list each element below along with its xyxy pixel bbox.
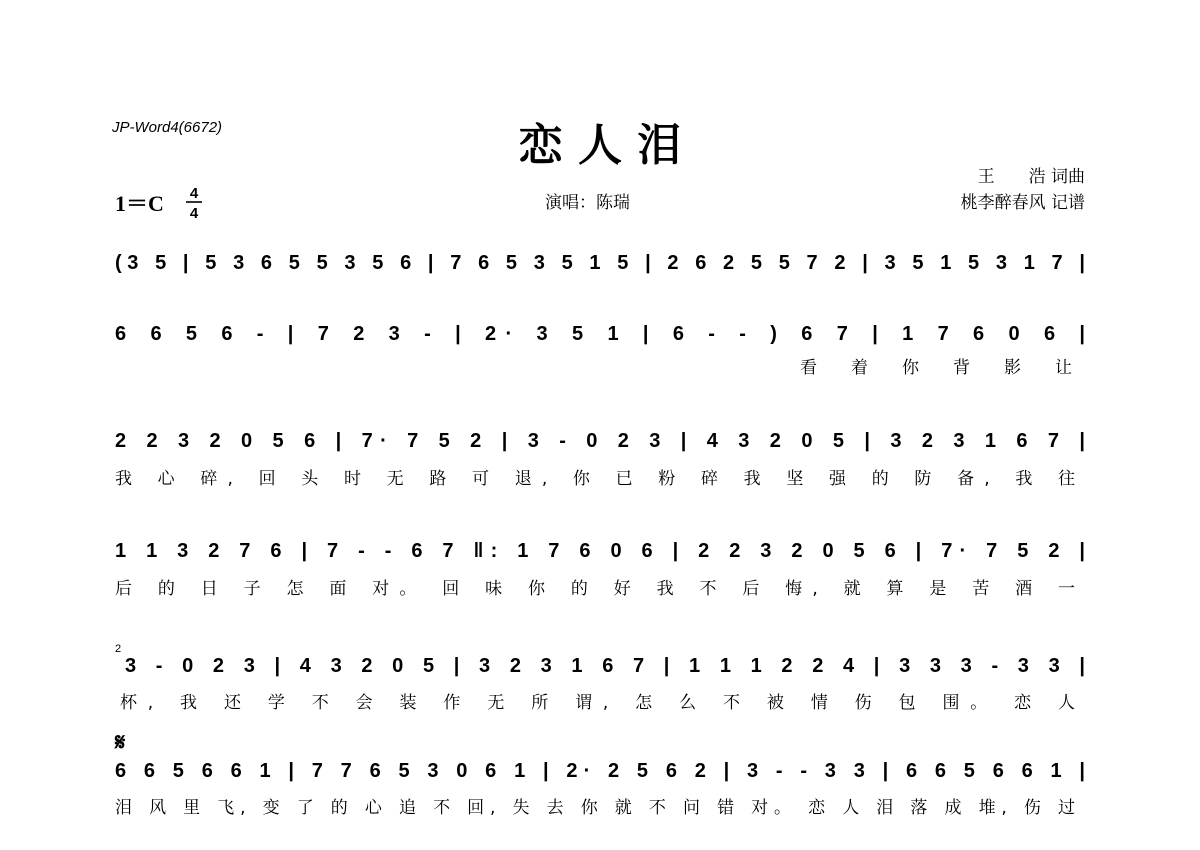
composer-credit: 王 浩 词曲 xyxy=(977,167,1085,187)
segno-sign: 𝄋 xyxy=(115,728,126,756)
notation-line: (3 5 | 5 3 6 5 5 3 5 6 | 7 6 5 3 5 1 5 | 2 6 2 5 5 7 2 | 3 5 1 5 3 1 7 | xyxy=(115,252,1086,274)
breath-mark: 2 xyxy=(115,643,122,655)
lyric-line: 我 心 碎, 回 头 时 无 路 可 退, 你 已 粉 碎 我 坚 强 的 防 备, 我 往 xyxy=(115,469,1075,489)
score-row-2 xyxy=(115,323,1085,378)
notation-line: 6 6 5 6 - | 7 2 3 - | 2· 3 5 1 | 6 - - ) 6 7 | 1 7 6 0 6 | xyxy=(115,323,1086,345)
lyric-line: 泪 风 里 飞, 变 了 的 心 追 不 回, 失 去 你 就 不 问 错 对。 恋 人 泪 落 成 堆, 伤 过 xyxy=(115,798,1075,818)
time-signature-bottom: 4 xyxy=(189,205,199,222)
time-signature-top: 4 xyxy=(189,185,199,202)
notation-line: 3 - 0 2 3 | 4 3 2 0 5 | 3 2 3 1 6 7 | 1 1 1 2 2 4 | 3 3 3 - 3 3 | xyxy=(125,655,1085,677)
score-row-1 xyxy=(115,252,1085,274)
score-row-5 xyxy=(115,643,1085,713)
notation-line: 6 6 5 6 6 1 | 7 7 6 5 3 0 6 1 | 2· 2 5 6 2 | 3 - - 3 3 | 6 6 5 6 6 1 | xyxy=(115,760,1086,782)
score-row-3 xyxy=(115,430,1085,489)
key-signature: 1＝C xyxy=(115,191,164,216)
score-row-6 xyxy=(114,728,1085,818)
lyric-line: 后 的 日 子 怎 面 对。 回 味 你 的 好 我 不 后 悔, 就 算 是 苦 酒 一 xyxy=(115,579,1076,599)
singer-credit: 演唱：陈瑞 xyxy=(545,193,630,213)
lyric-line: 杯, 我 还 学 不 会 装 作 无 所 谓, 怎 么 不 被 情 伤 包 围。 恋 人 xyxy=(120,693,1075,713)
lyric-line: 看 着 你 背 影 让 xyxy=(800,358,1072,378)
page-title: 恋 人 泪 xyxy=(518,120,682,171)
notation-line: 2 2 3 2 0 5 6 | 7· 7 5 2 | 3 - 0 2 3 | 4 3 2 0 5 | 3 2 3 1 6 7 | xyxy=(115,430,1086,452)
transcriber-credit: 桃李醉春风 记谱 xyxy=(960,193,1085,213)
score-row-4 xyxy=(115,540,1085,599)
notation-line: 1 1 3 2 7 6 | 7 - - 6 7 ‖: 1 7 6 0 6 | 2 2 3 2 0 5 6 | 7· 7 5 2 | xyxy=(115,540,1085,562)
watermark: JP-Word4(6672) xyxy=(112,119,223,136)
